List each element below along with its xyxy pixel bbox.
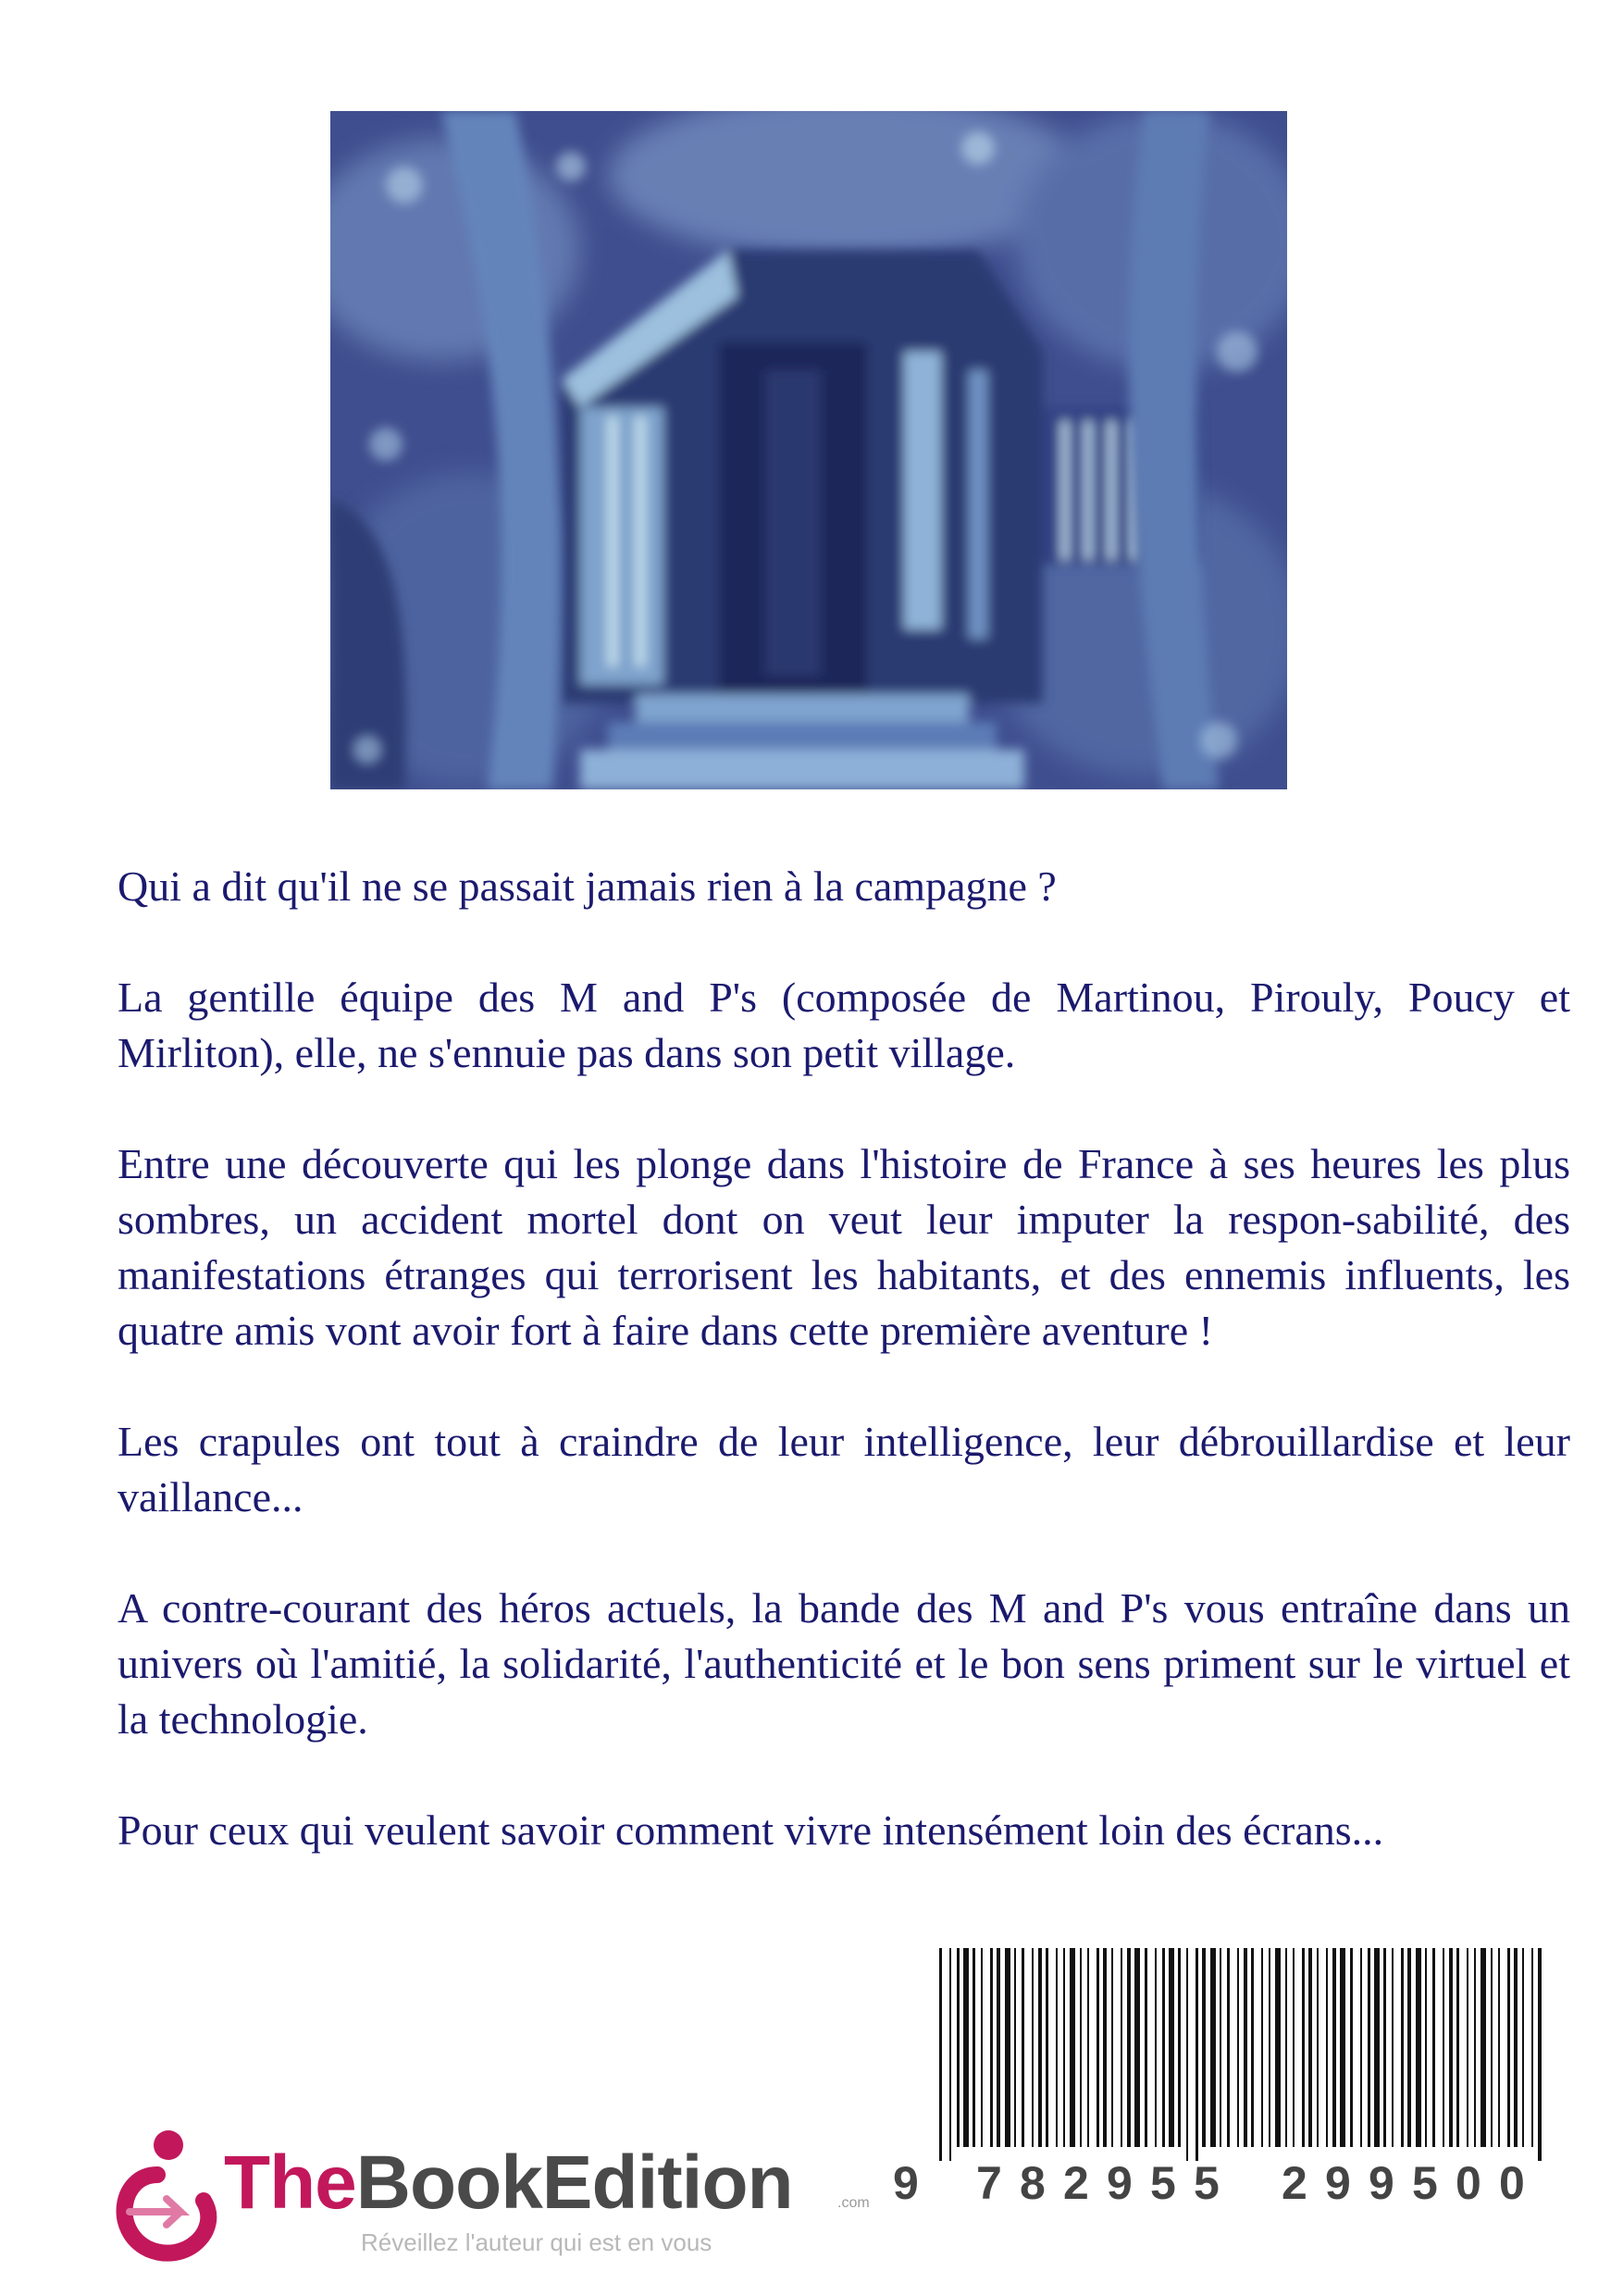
blurb-paragraph-5: A contre-courant des héros actuels, la bande des M and P's vous entraîne dans un univers où l'amitié, la solidarité, l'authenticité et le bon sens priment sur le virtuel et la technologie. — [118, 1584, 1570, 1743]
barcode-bar — [939, 1948, 942, 2161]
barcode-bar — [1111, 1948, 1113, 2147]
barcode-bar — [1392, 1948, 1394, 2147]
blurb-paragraph-6: Pour ceux qui veulent savoir comment vivre intensément loin des écrans... — [118, 1806, 1384, 1854]
barcode-bar — [1491, 1948, 1493, 2147]
barcode-bar — [1317, 1948, 1319, 2147]
barcode-bar — [1514, 1948, 1518, 2147]
barcode-bar — [1063, 1948, 1065, 2147]
barcode-digit: 9 — [1369, 2157, 1394, 2209]
barcode-bar — [1326, 1948, 1328, 2147]
barcode-bar — [1056, 1948, 1058, 2147]
barcode-bar — [1498, 1948, 1500, 2147]
barcode-bar — [1285, 1948, 1287, 2147]
barcode-bar — [1425, 1948, 1427, 2147]
barcode-bar — [1350, 1948, 1353, 2147]
barcode-bar — [1145, 1948, 1147, 2147]
blurb-paragraph-1: Qui a dit qu'il ne se passait jamais rien à la campagne ? — [118, 863, 1057, 910]
barcode-bar — [1368, 1948, 1370, 2147]
barcode-bar — [1220, 1948, 1221, 2147]
barcode-bar — [1210, 1948, 1216, 2147]
barcode-bar — [1383, 1948, 1386, 2147]
barcode-bar — [1302, 1948, 1305, 2147]
publisher-tagline: Réveillez l'auteur qui est en vous — [361, 2228, 712, 2256]
barcode-bar — [1186, 1948, 1188, 2161]
blurb-paragraph-2: La gentille équipe des M and P's (composée de Martinou, Pirouly, Poucy et Mirliton), elle, ne s'ennuie pas dans son petit village. — [118, 974, 1570, 1076]
barcode-bar — [1401, 1948, 1404, 2147]
publisher-domain: .com — [837, 2195, 870, 2211]
barcode-bar — [1244, 1948, 1247, 2147]
barcode-bar — [1474, 1948, 1476, 2147]
barcode-bar — [1169, 1948, 1174, 2147]
barcode-bar — [1134, 1948, 1140, 2147]
barcode-bar — [1293, 1948, 1295, 2147]
barcode-bar — [1522, 1948, 1524, 2147]
barcode-digit: 9 — [1325, 2157, 1351, 2209]
barcode-bar — [1121, 1948, 1122, 2147]
barcode-bar — [1467, 1948, 1468, 2147]
barcode-bar — [1096, 1948, 1099, 2147]
barcode-bar — [1432, 1948, 1435, 2147]
publisher-name-part1: The — [224, 2141, 356, 2225]
barcode-bar — [1070, 1948, 1075, 2147]
barcode-bar — [1162, 1948, 1165, 2147]
barcode-digit: 9 — [893, 2157, 919, 2209]
barcode-bar — [1005, 1948, 1010, 2147]
barcode-bar — [1507, 1948, 1510, 2147]
barcode-bar — [1046, 1948, 1048, 2147]
barcode-bar — [1014, 1948, 1016, 2147]
barcode-bar — [949, 1948, 951, 2161]
barcode-bar — [1155, 1948, 1157, 2147]
barcode-bar — [1251, 1948, 1254, 2147]
barcode-bar — [1269, 1948, 1270, 2147]
barcode-digit: 5 — [1150, 2157, 1176, 2209]
barcode-bar — [1038, 1948, 1042, 2147]
barcode-digit: 5 — [1194, 2157, 1220, 2209]
barcode-bars — [893, 1948, 1555, 2161]
barcode-digit: 2 — [1282, 2157, 1307, 2209]
back-cover-blurb — [118, 859, 1570, 1914]
barcode-bar — [1374, 1948, 1380, 2147]
barcode-bar — [1202, 1948, 1206, 2147]
barcode-bar — [997, 1948, 1000, 2147]
barcode-bar — [1022, 1948, 1024, 2147]
barcode-bar — [1237, 1948, 1239, 2147]
barcode-bar — [1340, 1948, 1345, 2147]
publisher-name — [224, 2140, 793, 2227]
barcode-bar — [973, 1948, 975, 2147]
barcode-bar — [1308, 1948, 1312, 2147]
barcode-bar — [1032, 1948, 1034, 2147]
barcode-bar — [1531, 1948, 1533, 2147]
barcode-bar — [1360, 1948, 1362, 2147]
publisher-logo-icon — [93, 2119, 231, 2277]
barcode-bar — [1275, 1948, 1281, 2147]
barcode-bar — [1103, 1948, 1107, 2147]
barcode-digit: 8 — [1020, 2157, 1046, 2209]
barcode-bar — [1261, 1948, 1263, 2147]
barcode-bar — [1456, 1948, 1459, 2147]
barcode-bar — [1481, 1948, 1486, 2147]
barcode-digit: 2 — [1063, 2157, 1089, 2209]
barcode-digit: 0 — [1456, 2157, 1481, 2209]
barcode-bar — [957, 1948, 960, 2147]
barcode-digit: 5 — [1412, 2157, 1438, 2209]
barcode-bar — [1538, 1948, 1542, 2161]
blurb-paragraph-4: Les crapules ont tout à craindre de leur intelligence, leur débrouillardise et leur vaillance... — [118, 1418, 1570, 1520]
publisher-logo — [93, 2119, 888, 2277]
barcode-bar — [981, 1948, 983, 2147]
barcode-bar — [1080, 1948, 1082, 2147]
barcode-digit: 9 — [1107, 2157, 1133, 2209]
barcode-bar — [1443, 1948, 1444, 2147]
barcode-bar — [1332, 1948, 1336, 2147]
cover-photo — [330, 111, 1287, 789]
barcode-digits — [893, 2156, 1555, 2221]
barcode-bar — [1227, 1948, 1230, 2147]
barcode-bar — [1127, 1948, 1131, 2147]
barcode-bar — [1178, 1948, 1181, 2147]
publisher-name-part2: BookEdition — [355, 2141, 793, 2225]
barcode-bar — [963, 1948, 969, 2147]
barcode-digit: 7 — [976, 2157, 1002, 2209]
barcode-bar — [1449, 1948, 1453, 2147]
barcode-digit: 0 — [1499, 2157, 1525, 2209]
barcode-bar — [1087, 1948, 1089, 2147]
barcode-bar — [1407, 1948, 1411, 2147]
haunted-house-icon — [330, 111, 1287, 789]
barcode-bar — [1416, 1948, 1421, 2147]
blurb-paragraph-3: Entre une découverte qui les plonge dans l'histoire de France à ses heures les plus sombres, un accident mortel dont on veut leur imputer la respon-sabilité, des manifestations étranges qui terrorisent les habitants, et des ennemis influents, les quatre amis vont avoir fort à faire dans cette première aventure ! — [118, 1140, 1570, 1354]
barcode-bar — [1196, 1948, 1198, 2161]
barcode-bar — [990, 1948, 993, 2147]
